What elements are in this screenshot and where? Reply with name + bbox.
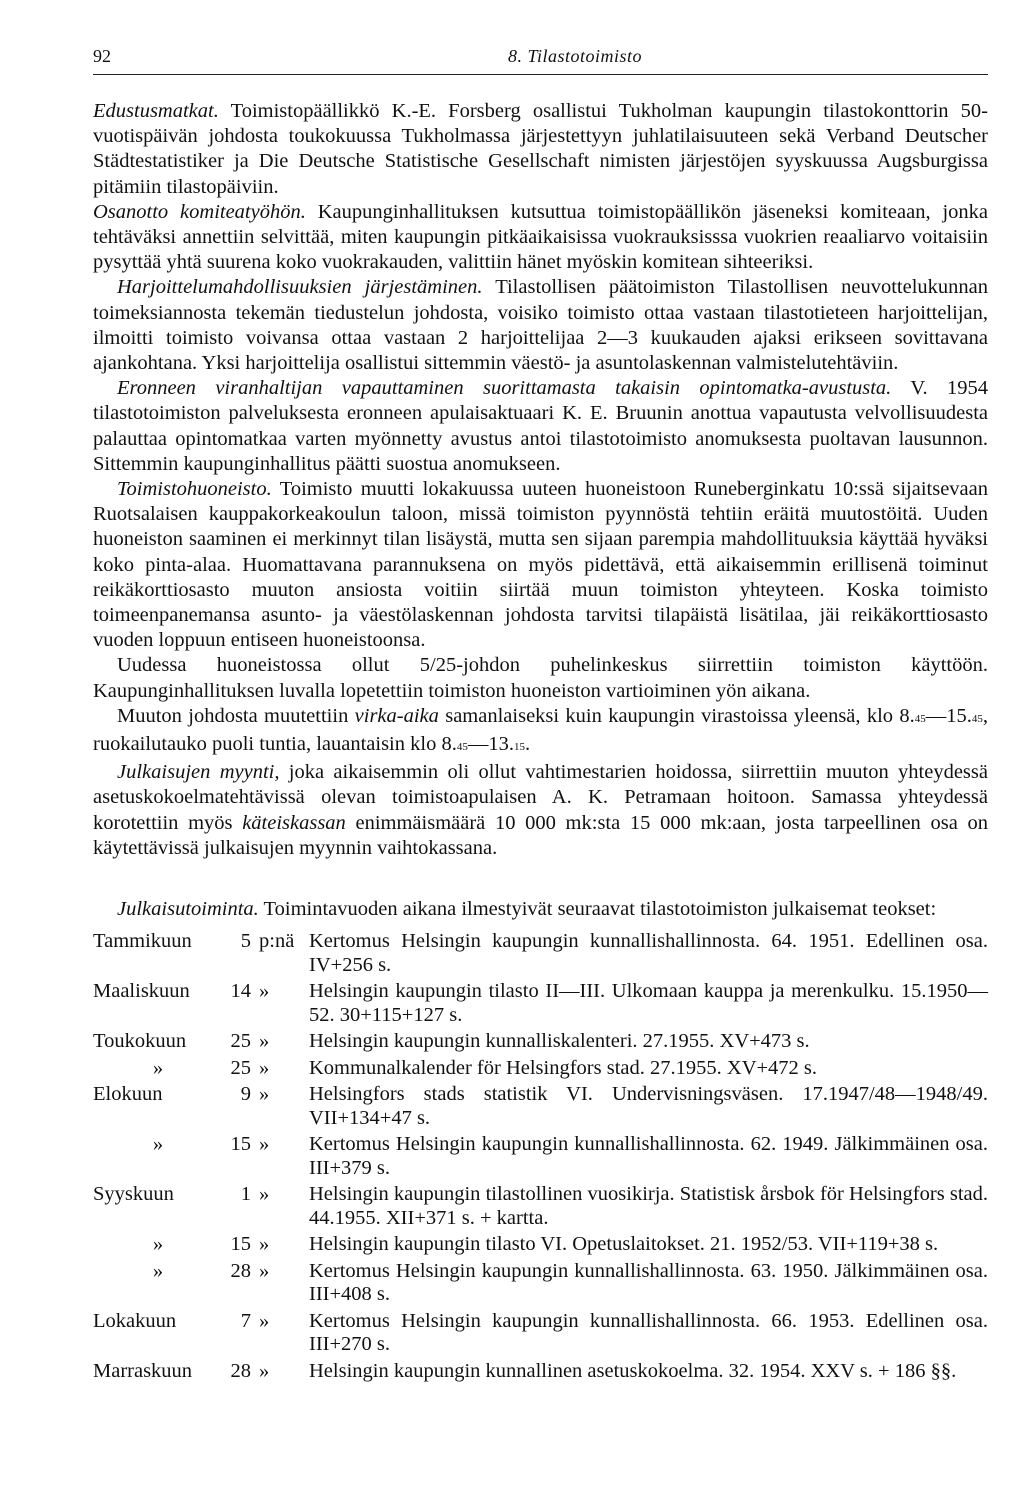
- running-head: 8. Tilastotoimisto: [508, 46, 643, 66]
- publication-title: Kommunalkalender för Helsingfors stad. 27.1955. XV+472 s.: [309, 1056, 818, 1079]
- publication-month: »: [152, 1259, 164, 1282]
- emphasis: virka-aika: [354, 704, 439, 727]
- paragraph-text: Toimistopäällikkö K.-E. Forsberg osallistui Tukholman kaupungin tilastokonttorin 50-vuotispäivän johdosta toukokuussa Tukholmassa järjestettyyn juhlatilaisuuteen sekä Verband Deutscher Städtestatistiker ja Die Deutsche Statistische Gesellschaft nimisten järjestöjen syyskuussa Augsburgissa pitämiin tilastopäiviin.: [93, 100, 988, 198]
- paragraph-text: samanlaiseksi kuin kaupungin virastoissa yleensä, klo 8.: [438, 704, 915, 727]
- publication-row: [93, 1310, 988, 1360]
- publication-row: [93, 1233, 988, 1260]
- publication-title: Kertomus Helsingin kaupungin kunnallishallinnosta. 63. 1950. Jälkimmäinen osa. III+408 s.: [309, 1259, 988, 1306]
- paragraph-text: —13.: [467, 733, 514, 756]
- publication-unit: »: [259, 1183, 270, 1206]
- publication-unit: »: [259, 1309, 270, 1332]
- paragraph-julkaisujen-myynti: [93, 760, 988, 861]
- publication-unit: »: [259, 980, 270, 1003]
- document-page: [93, 38, 988, 1386]
- emphasis: käteiskassan: [242, 811, 346, 834]
- paragraph-text: Toimintavuoden aikana ilmestyivät seuraavat tilastotoimiston julkaisemat teokset:: [258, 898, 937, 921]
- section-title: Harjoittelumahdollisuuksien järjestäminen.: [117, 276, 483, 299]
- publication-unit: »: [259, 1359, 270, 1382]
- paragraph-text: Kaupunginhallituksen kutsuttua toimistopäällikön jäseneksi komiteaan, jonka tehtäväksi annettiin selvittää, miten kaupungin pitkäaikaisissa vuokrauksisssa vuokrien reaaliarvo voitaisiin pysyttää yhtä suurena koko vuokrakauden, valittiin hänet myöskin komitean sihteeriksi.: [93, 200, 988, 274]
- publication-unit: »: [259, 1259, 270, 1282]
- publication-title: Helsingfors stads statistik VI. Undervisningsväsen. 17.1947/48—1948/49. VII+134+47 s.: [309, 1083, 988, 1129]
- publication-day: 15: [230, 1133, 251, 1156]
- publication-row: [93, 1183, 988, 1233]
- paragraph-text: joka aikaisemmin oli ollut vahtimestarien hoidossa, siirrettiin muuton yhteydessä asetuskokoelmatehtävissä olevan toimistoapulaisen A. K. Petramaan hoitoon. Samassa yhteydessä korotettiin myös: [93, 761, 988, 834]
- section-title: Toimistohuoneisto.: [117, 478, 272, 501]
- publication-unit: »: [259, 1233, 270, 1256]
- page-number: 92: [93, 46, 111, 66]
- section-title: Julkaisujen myynti,: [117, 761, 280, 784]
- publication-title: Kertomus Helsingin kaupungin kunnallishallinnosta. 66. 1953. Edellinen osa. III+270 s.: [309, 1309, 988, 1356]
- publication-title: Helsingin kaupungin tilasto VI. Opetuslaitokset. 21. 1952/53. VII+119+38 s.: [309, 1233, 939, 1256]
- publication-month: Elokuun: [93, 1083, 163, 1106]
- publication-title: Helsingin kaupungin tilastollinen vuosikirja. Statistisk årsbok för Helsingfors stad. 44.1955. XII+371 s. + kartta.: [309, 1183, 988, 1229]
- paragraph-text: Uudessa huoneistossa ollut 5/25-johdon puhelinkeskus siirrettiin toimiston käyttöön. Kaupunginhallituksen luvalla lopetettiin toimiston huoneiston vartioiminen yön aikana.: [93, 654, 988, 702]
- paragraph-text: V. 1954 tilastotoimiston palveluksesta eronneen apulaisaktuaari K. E. Bruunin anottua vapautusta velvollisuudesta palauttaa opintomatkaa varten myönnetty avustus antoi tilastotoimisto anomuksesta puoltavan lausunnon. Sittemmin kaupunginhallitus päätti suostua anomukseen.: [93, 377, 988, 475]
- publication-month: Syyskuun: [93, 1183, 174, 1206]
- publication-row: [93, 930, 988, 980]
- publication-month: »: [152, 1056, 164, 1079]
- paragraph-julkaisutoiminta: [93, 897, 988, 922]
- paragraph-text: Tilastollisen päätoimiston Tilastollisen neuvottelukunnan toimeksiannosta tekemän tiedustelun johdosta, voisiko toimisto ottaa vastaan tilastotieteen harjoittelijan, ilmoitti toimisto voivansa ottaa vastaan 2 harjoittelijaa 2—3 kuukauden ajaksi erikseen sovittavana ajankohtana. Yksi harjoittelija osallistui sittemmin väestö- ja asuntolaskennan valmistelutehtäviin.: [93, 276, 988, 375]
- publication-day: 15: [230, 1233, 251, 1256]
- paragraph-eronneen: [93, 376, 988, 477]
- publication-day: 28: [230, 1359, 251, 1382]
- publication-month: Lokakuun: [93, 1309, 177, 1332]
- time-minutes: 45: [456, 741, 468, 754]
- publication-row: [93, 1057, 988, 1084]
- paragraph-text: Muuton johdosta muutettiin: [117, 704, 355, 727]
- publication-month: »: [152, 1133, 164, 1156]
- section-title: Julkaisutoiminta.: [117, 898, 259, 921]
- paragraph-toimistohuoneisto: [93, 477, 988, 653]
- publication-title: Kertomus Helsingin kaupungin kunnallishallinnosta. 64. 1951. Edellinen osa. IV+256 s.: [309, 930, 988, 976]
- publication-unit: »: [259, 1133, 270, 1156]
- publications-table: [93, 930, 988, 1386]
- publication-unit: »: [259, 1083, 270, 1106]
- publication-day: 7: [240, 1309, 251, 1332]
- publication-day: 1: [240, 1183, 251, 1206]
- paragraph-osanotto: [93, 200, 988, 276]
- section-title: Edustusmatkat.: [93, 100, 219, 122]
- publication-month: Maaliskuun: [93, 980, 190, 1003]
- publication-title: Kertomus Helsingin kaupungin kunnallishallinnosta. 62. 1949. Jälkimmäinen osa. III+379 s.: [309, 1133, 988, 1179]
- paragraph-edustusmatkat: [93, 99, 988, 200]
- section-title: Osanotto komiteatyöhön.: [93, 200, 306, 223]
- publication-row: [93, 1360, 988, 1387]
- paragraph-text: enimmäismäärä 10 000 mk:sta 15 000 mk:aan, josta tarpeellinen osa on käytettävissä julkaisujen myynnin vaihtokassana.: [93, 811, 988, 859]
- paragraph-text: .: [524, 733, 531, 756]
- publication-day: 25: [230, 1030, 251, 1053]
- paragraph-text: , ruokailutauko puoli tuntia, lauantaisin klo 8.: [93, 704, 989, 756]
- publication-title: Helsingin kaupungin kunnallinen asetuskokoelma. 32. 1954. XXV s. + 186 §§.: [309, 1359, 957, 1382]
- publication-row: [93, 1083, 988, 1133]
- time-minutes: 45: [971, 712, 983, 725]
- publication-row: [93, 1133, 988, 1183]
- publication-unit: »: [259, 1056, 270, 1079]
- paragraph-puhelinkeskus: [93, 653, 988, 703]
- publications-table-body: [93, 930, 988, 1386]
- paragraph-text: —15.: [925, 704, 972, 727]
- publication-row: [93, 980, 988, 1030]
- paragraph-harjoittelu: [93, 275, 988, 376]
- section-title: Eronneen viranhaltijan vapauttaminen suorittamasta takaisin opintomatka-avustusta.: [117, 377, 892, 400]
- publication-month: Toukokuun: [93, 1030, 187, 1053]
- publication-day: 9: [240, 1083, 251, 1106]
- publication-title: Helsingin kaupungin tilasto II—III. Ulkomaan kauppa ja merenkulku. 15.1950—52. 30+115+127 s.: [309, 980, 988, 1026]
- paragraph-virka-aika: [93, 704, 988, 760]
- publication-title: Helsingin kaupungin kunnalliskalenteri. 27.1955. XV+473 s.: [309, 1030, 810, 1053]
- publication-month: Marraskuun: [93, 1359, 193, 1382]
- publication-unit: p:nä: [259, 930, 295, 953]
- publication-day: 28: [230, 1259, 251, 1282]
- publication-month: »: [152, 1233, 164, 1256]
- publication-row: [93, 1030, 988, 1057]
- time-minutes: 15: [513, 741, 525, 754]
- publication-row: [93, 1260, 988, 1310]
- publication-day: 25: [230, 1056, 251, 1079]
- time-minutes: 45: [914, 712, 926, 725]
- publication-day: 5: [240, 930, 251, 953]
- section-gap: [93, 861, 988, 897]
- publication-unit: »: [259, 1030, 270, 1053]
- paragraph-text: Toimisto muutti lokakuussa uuteen huoneistoon Runeberginkatu 10:ssä sijaitsevaan Ruotsalaisen kauppakorkeakoulun taloon, missä toimiston pyynnöstä tehtiin eräitä muutostöitä. Uuden huoneiston saaminen ei merkinnyt tilan lisäystä, mutta sen sijaan parempia mahdollituuksia käyttää hyväksi koko pinta-alaa. Huomattavana parannuksena on myös pidettävä, että aikaisemmin erillisenä toiminut reikäkorttiosasto muuton ansiosta voitiin siirtää muun toimiston yhteyteen. Koska toimisto toimeenpanemansa asunto- ja väestölaskennan johdosta tarvitsi tilapäistä lisätilaa, jäi reikäkorttiosasto vuoden loppuun entiseen huoneistoonsa.: [93, 478, 988, 652]
- page-body: [93, 99, 988, 1386]
- publication-day: 14: [230, 980, 251, 1003]
- page-header: [93, 38, 988, 75]
- publication-month: Tammikuun: [93, 930, 192, 953]
